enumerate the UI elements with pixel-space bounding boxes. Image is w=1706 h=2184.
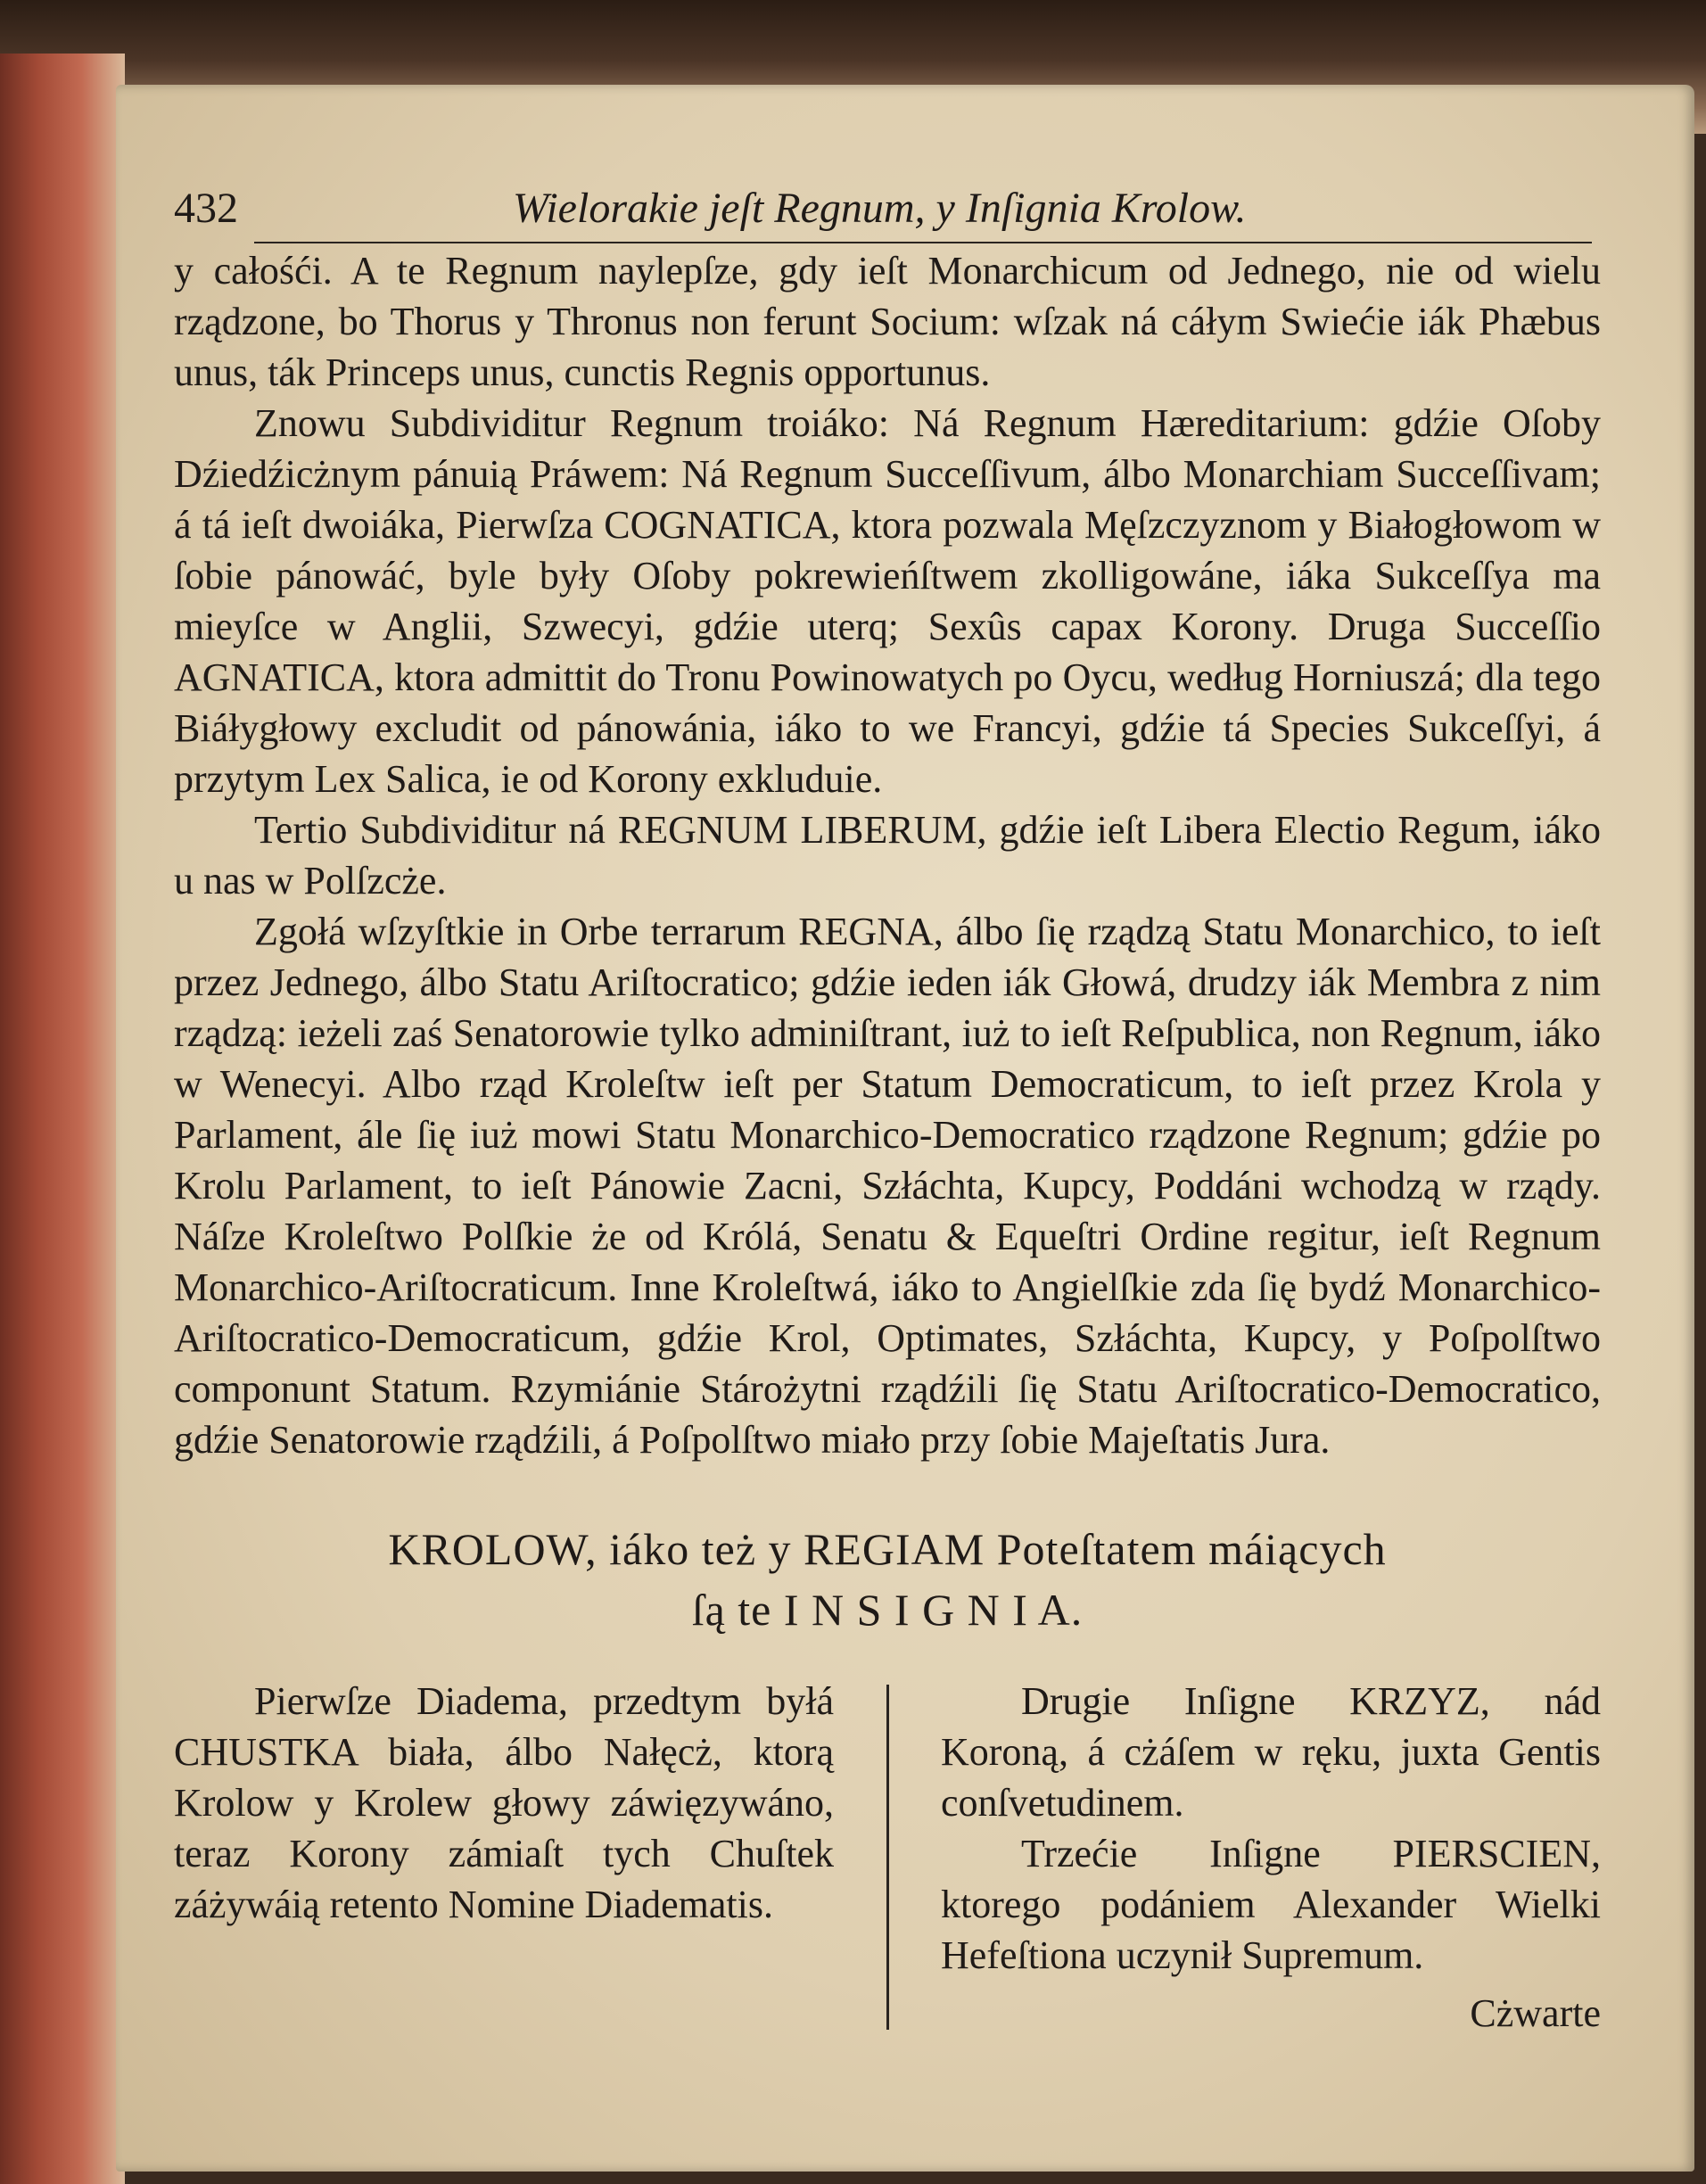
left-column [174,1676,834,2039]
paragraph-4: Zgołá wſzyſtkie in Orbe terrarum REGNA, álbo ſię rządzą Statu Monarchico, to ieſt przez Jednego, álbo Statu Ariſtocratico; gdźie ieden iák Głowá, drudzy iák Membra z nim rządzą: ieżeli zaś Senatorowie tylko adminiſtrant, iuż to ieſt Reſpublica, non Regnum, iáko w Wenecyi. Albo rząd Kroleſtw ieſt per Statum Democraticum, to ieſt przez Krola y Parlament, ále ſię iuż mowi Statu Monarchico-Democratico rządzone Regnum; gdźie po Krolu Parlament, to ieſt Pánowie Zacni, Szłáchta, Kupcy, Poddáni wchodzą w rządy. Náſze Kroleſtwo Polſkie że od Królá, Senatu & Equeſtri Ordine regitur, ieſt Regnum Monarchico-Ariſtocraticum. Inne Kroleſtwá, iáko to Angielſkie zda ſię bydź Monarchico-Ariſtocratico-Democraticum, gdźie Krol, Optimates, Szłáchta, Kupcy, y Poſpolſtwo componunt Statum. Rzymiánie Stárożytni rządźili ſię Statu Ariſtocratico-Democratico, gdźie Senatorowie rządźili, á Poſpolſtwo miało przy ſobie Majeſtatis Jura. [174,910,1601,1462]
running-title: Wielorakie jeſt Regnum, y Inſignia Krolow. [513,185,1247,232]
section-heading-line-1: KROLOW, iáko też y REGIAM Poteſtatem máiących [388,1524,1387,1574]
section-heading [174,1519,1601,1640]
header-rule [254,242,1592,243]
two-column-section [174,1676,1601,2039]
section-heading-line-2: ſą te I N S I G N I A. [691,1585,1084,1635]
page-header [174,183,1601,245]
paragraph-2: Znowu Subdividitur Regnum troiáko: Ná Regnum Hæreditarium: gdźie Oſoby Dźiedźicżnym pánuią Práwem: Ná Regnum Succeſſivum, álbo Monarchiam Succeſſivam; á tá ieſt dwoiáka, Pierwſza COGNATICA, ktora pozwala Męſzczyznom y Białogłowom w ſobie pánowáć, byle były Oſoby pokrewieńſtwem zkolligowáne, iáka Sukceſſya ma mieyſce w Anglii, Szwecyi, gdźie uterq; Sexûs capax Korony. Druga Succeſſio AGNATICA, ktora admittit do Tronu Powinowatych po Oycu, według Horniuszá; dla tego Biáłygłowy excludit od pánowánia, iáko to we Francyi, gdźie tá Species Sukceſſyi, á przytym Lex Salica, ie od Korony exkluduie. [174,401,1601,801]
column-divider [886,1685,889,2030]
page-number: 432 [174,185,238,232]
left-column-text: Pierwſze Diadema, przedtym byłá CHUSTKA biała, álbo Nałęcż, ktorą Krolow y Krolew głowy záwięzywáno, teraz Korony zámiaſt tych Chuſtek záżywáią retento Nomine Diadematis. [174,1679,834,1926]
right-column-paragraph-1: Drugie Inſigne KRZYZ, nád Koroną, á cżáſem w ręku, juxta Gentis conſvetudinem. [941,1679,1601,1825]
right-column-paragraph-2: Trzećie Inſigne PIERSCIEN, ktorego podániem Alexander Wielki Hefeſtiona uczynił Supremum. [941,1832,1601,1977]
paragraph-3: Tertio Subdividitur ná REGNUM LIBERUM, gdźie ieſt Libera Electio Regum, iáko u nas w Polſzcże. [174,808,1601,902]
page-content [174,183,1601,2039]
catchword: Cżwarte [1470,1991,1601,2035]
paragraph-1: y całośći. A te Regnum naylepſze, gdy ieſt Monarchicum od Jednego, nie od wielu rządzone, bo Thorus y Thronus non ferunt Socium: wſzak ná cáłym Swiećie iák Phæbus unus, ták Princeps unus, cunctis Regnis opportunus. [174,249,1601,394]
book-page-edges [0,54,125,2184]
right-column [941,1676,1601,2039]
